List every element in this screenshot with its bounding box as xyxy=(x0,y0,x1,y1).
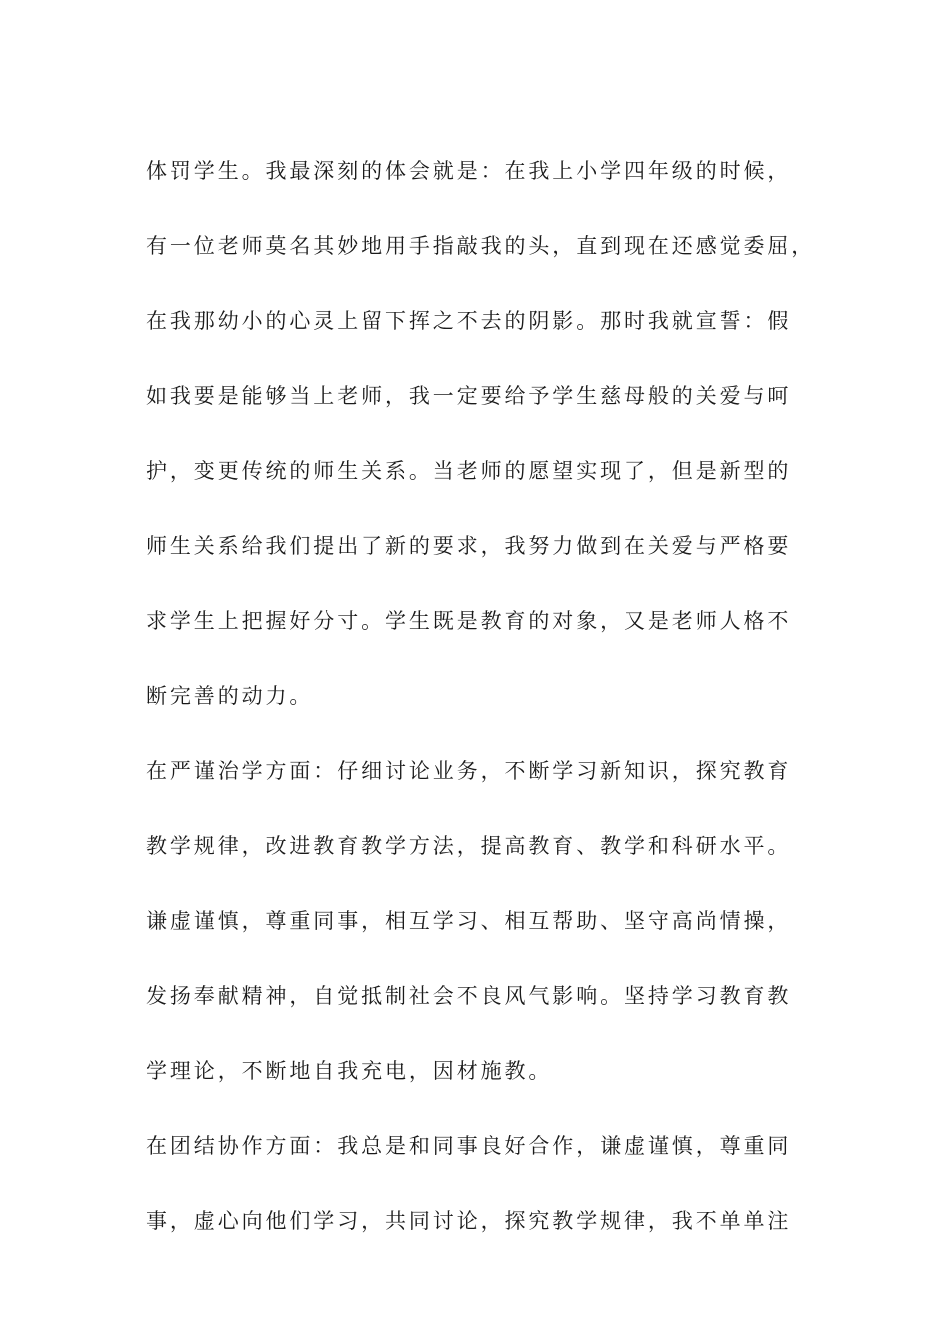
text-line: 护，变更传统的师生关系。当老师的愿望实现了，但是新型的 xyxy=(146,459,792,483)
text-line: 有一位老师莫名其妙地用手指敲我的头，直到现在还感觉委屈， xyxy=(146,234,816,258)
document-body xyxy=(146,134,816,1259)
text-line: 教学规律，改进教育教学方法，提高教育、教学和科研水平。 xyxy=(146,834,792,858)
text-line: 师生关系给我们提出了新的要求，我努力做到在关爱与严格要 xyxy=(146,534,792,558)
text-line: 断完善的动力。 xyxy=(146,684,314,708)
paragraph-teacher-student xyxy=(146,134,816,734)
text-line: 在严谨治学方面：仔细讨论业务，不断学习新知识，探究教育 xyxy=(146,759,792,783)
text-line: 学理论，不断地自我充电，因材施教。 xyxy=(146,1059,553,1083)
text-line: 求学生上把握好分寸。学生既是教育的对象，又是老师人格不 xyxy=(146,609,792,633)
text-line: 体罚学生。我最深刻的体会就是：在我上小学四年级的时候， xyxy=(146,159,792,183)
text-line: 在团结协作方面：我总是和同事良好合作，谦虚谨慎，尊重同 xyxy=(146,1134,792,1158)
text-line: 事，虚心向他们学习，共同讨论，探究教学规律，我不单单注 xyxy=(146,1209,792,1233)
paragraph-rigorous-scholarship xyxy=(146,734,816,1109)
text-line: 在我那幼小的心灵上留下挥之不去的阴影。那时我就宣誓：假 xyxy=(146,309,792,333)
text-line: 发扬奉献精神，自觉抵制社会不良风气影响。坚持学习教育教 xyxy=(146,984,792,1008)
text-line: 谦虚谨慎，尊重同事，相互学习、相互帮助、坚守高尚情操， xyxy=(146,909,792,933)
text-line: 如我要是能够当上老师，我一定要给予学生慈母般的关爱与呵 xyxy=(146,384,792,408)
paragraph-teamwork xyxy=(146,1109,816,1259)
